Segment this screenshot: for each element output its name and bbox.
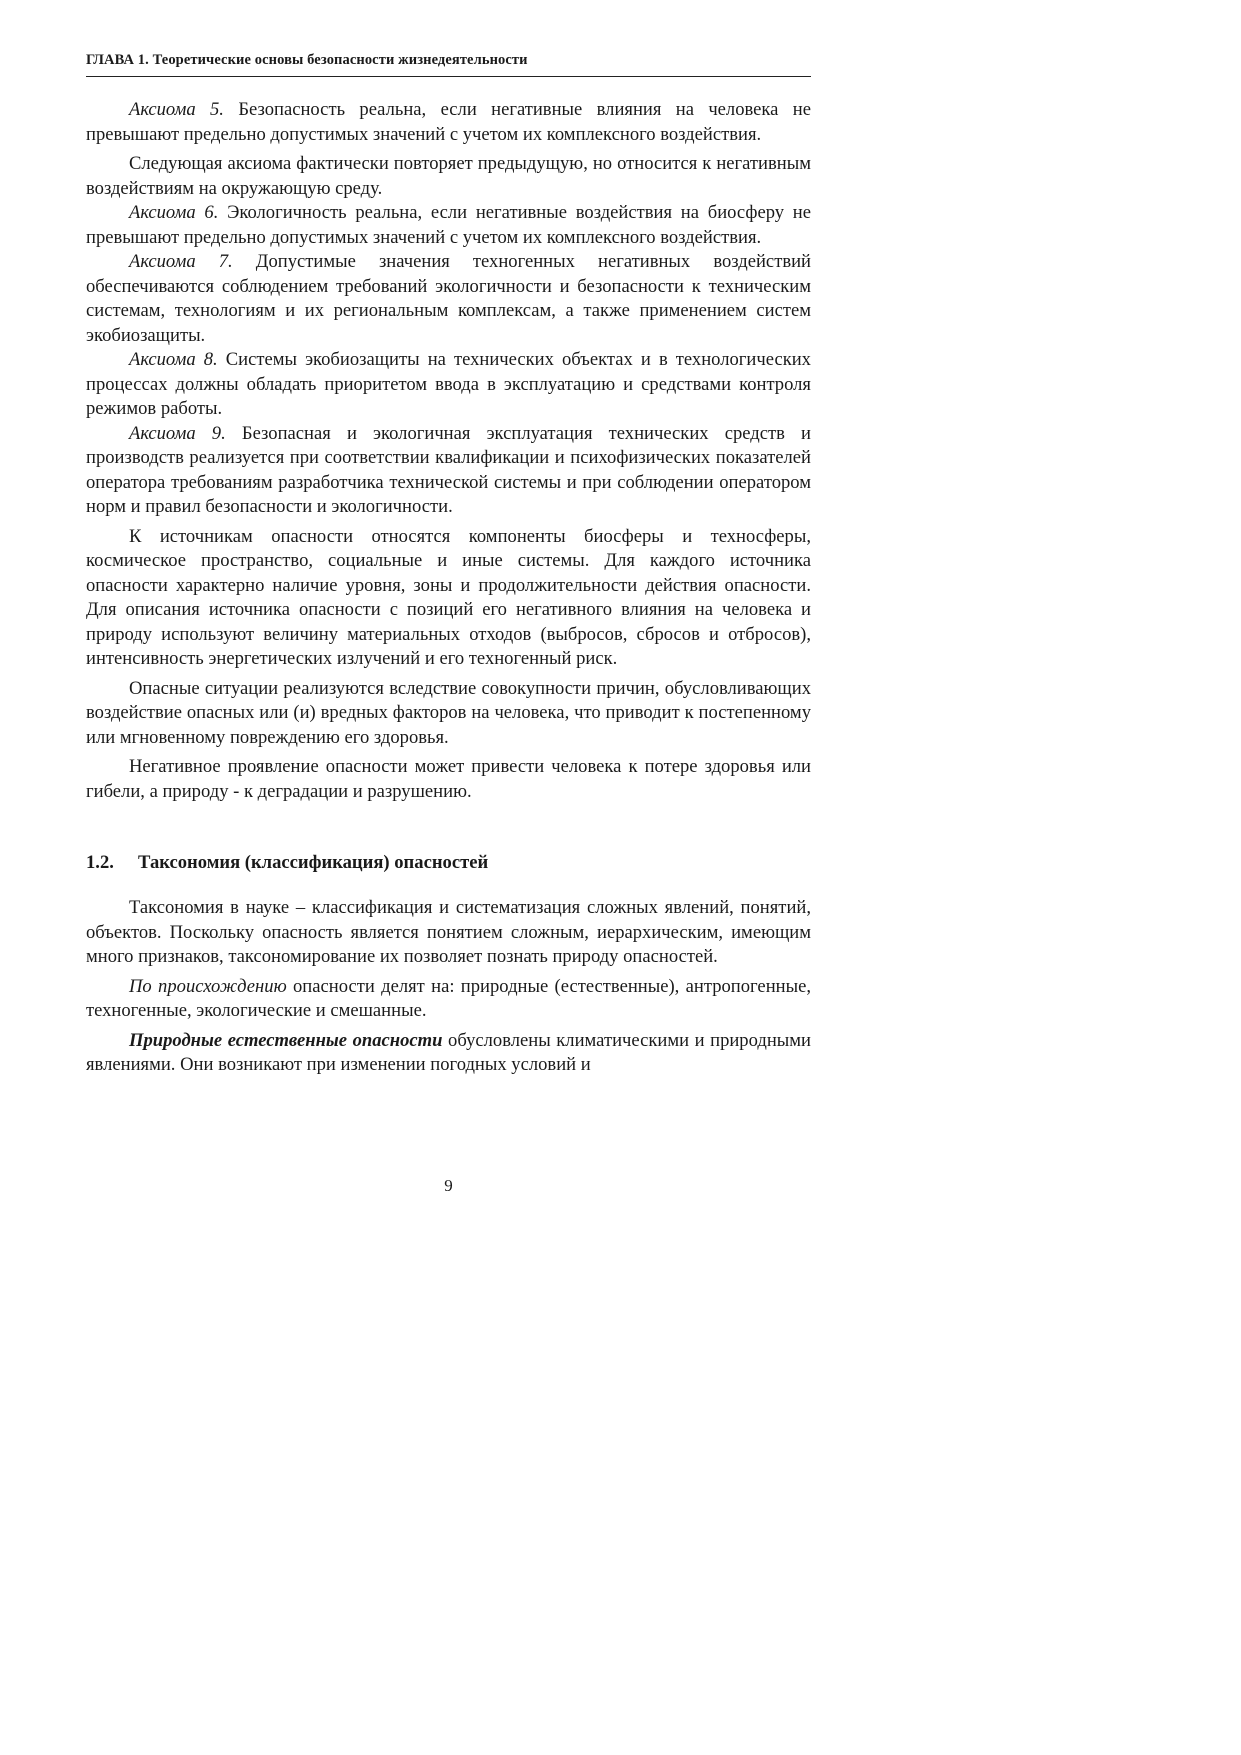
paragraph-axiom-8: [86, 348, 811, 422]
paragraph-text: Безопасность реальна, если негативные влияния на человека не превышают предельно допустимых значений с учетом их комплексного воздействия.: [86, 99, 812, 145]
paragraph-text: Системы экобиозащиты на технических объектах и в технологических процессах должны обладать приоритетом ввода в эксплуатацию и средствами контроля режимов работы.: [86, 349, 811, 419]
paragraph: [86, 677, 811, 751]
paragraph-axiom-7: [86, 250, 811, 348]
paragraph-text: К источникам опасности относятся компоненты биосферы и техносферы, космическое пространство, социальные и иные системы. Для каждого источника опасности характерно наличие уровня, зоны и продолжительности действия опасности. Для описания источника опасности с позиций его негативного влияния на человека и природу используют величину материальных отходов (выбросов, сбросов и отбросов), интенсивность энергетических излучений и его техногенный риск.: [86, 525, 811, 669]
paragraph-lead: Природные естественные опасности: [129, 1029, 443, 1051]
section-number: 1.2.: [86, 852, 114, 873]
paragraph-lead: Аксиома 5.: [129, 99, 224, 120]
paragraph-lead: Аксиома 6.: [129, 202, 219, 223]
paragraph: [86, 525, 811, 672]
paragraph-text: Экологичность реальна, если негативные воздействия на биосферу не превышают предельно допустимых значений с учетом их комплексного воздействия.: [86, 202, 811, 248]
body-text: [86, 98, 811, 804]
page-number: 9: [444, 1176, 453, 1195]
paragraph-text: Опасные ситуации реализуются вследствие совокупности причин, обусловливающих воздействие опасных или (и) вредных факторов на человека, что приводит к постепенному или мгновенному повреждению его здоровья.: [86, 677, 811, 748]
paragraph-lead: Аксиома 8.: [129, 349, 218, 370]
paragraph-lead: Аксиома 7.: [129, 251, 233, 272]
paragraph-axiom-9: [86, 422, 811, 520]
paragraph: [86, 152, 811, 201]
paragraph-text: Безопасная и экологичная эксплуатация технических средств и производств реализуется при соответствии квалификации и психофизических показателей оператора требованиям разработчика технической системы и при соблюдении оператором норм и правил безопасности и экологичности.: [86, 422, 811, 517]
paragraph-lead: Аксиома 9.: [129, 422, 226, 444]
paragraph: [86, 975, 811, 1024]
section-heading: [86, 851, 811, 875]
paragraph-text: Допустимые значения техногенных негативных воздействий обеспечиваются соблюдением требований экологичности и безопасности к техническим системам, технологиям и их региональным комплексам, а также применением систем экобиозащиты.: [86, 251, 811, 346]
paragraph-text: Негативное проявление опасности может привести человека к потере здоровья или гибели, а природу - к деградации и разрушению.: [86, 756, 811, 802]
section-body: [86, 896, 811, 1078]
paragraph-lead: По происхождению: [129, 975, 287, 997]
paragraph-text: обусловлены климатическими и природными явлениями. Они возникают при изменении погодных условий и: [86, 1029, 811, 1075]
paragraph: [86, 896, 811, 970]
page: [86, 52, 811, 1078]
section-title: Таксономия (классификация) опасностей: [138, 852, 489, 873]
paragraph-axiom-5: [86, 98, 811, 147]
running-head: ГЛАВА 1. Теоретические основы безопасности жизнедеятельности: [86, 52, 811, 77]
paragraph-axiom-6: [86, 201, 811, 250]
paragraph-text: опасности делят на: природные (естественные), антропогенные, техногенные, экологические и смешанные.: [86, 975, 811, 1021]
paragraph-text: Следующая аксиома фактически повторяет предыдущую, но относится к негативным воздействиям на окружающую среду.: [86, 153, 811, 199]
paragraph: [86, 1029, 811, 1078]
paragraph-text: Таксономия в науке – классификация и систематизация сложных явлений, понятий, объектов. Поскольку опасность является понятием сложным, иерархическим, имеющим много признаков, таксономирование их позволяет познать природу опасностей.: [86, 897, 811, 967]
paragraph: [86, 755, 811, 804]
